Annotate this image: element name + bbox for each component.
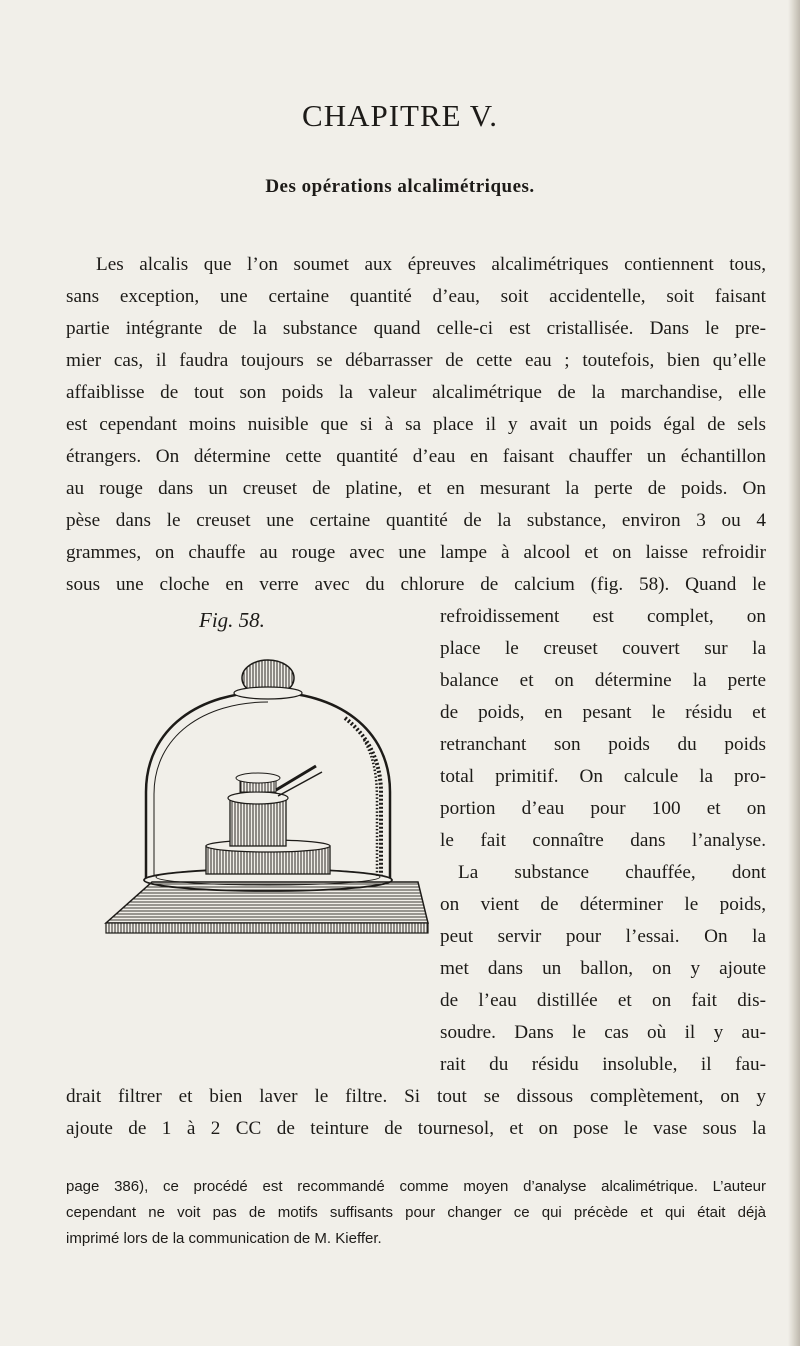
body-line: met dans un ballon, on y ajoute [440, 958, 766, 979]
base-plate [106, 882, 428, 923]
page-edge-shadow [788, 0, 800, 1346]
body-line: grammes, on chauffe au rouge avec une lampe à alcool et on laisse refroidir [66, 542, 766, 563]
chapter-title: CHAPITRE V. [302, 98, 498, 133]
body-line: le fait connaître dans l’analyse. [440, 830, 766, 851]
footnote-line: imprimé lors de la communication de M. Kieffer. [66, 1230, 382, 1247]
figure-caption: Fig. 58. [199, 608, 265, 632]
body-line: ajoute de 1 à 2 CC de teinture de tournesol, et on pose le vase sous la [66, 1118, 766, 1139]
section-title: Des opérations alcalimétriques. [265, 176, 535, 197]
bell-jar-illustration [102, 640, 434, 935]
base-edge [106, 923, 428, 933]
body-line: on vient de déterminer le poids, [440, 894, 766, 915]
body-line: total primitif. On calcule la pro- [440, 766, 766, 787]
body-line: drait filtrer et bien laver le filtre. Si tout se dissous complètement, on y [66, 1086, 766, 1107]
footnote-line: page 386), ce procédé est recommandé comme moyen d’analyse alcalimétrique. L’auteur [66, 1178, 766, 1195]
body-line: Les alcalis que l’on soumet aux épreuves alcalimétriques contiennent tous, [96, 254, 766, 275]
body-line: affaiblisse de tout son poids la valeur alcalimétrique de la marchandise, elle [66, 382, 766, 403]
body-line: rait du résidu insoluble, il fau- [440, 1054, 766, 1075]
body-line: de poids, en pesant le résidu et [440, 702, 766, 723]
body-line: portion d’eau pour 100 et on [440, 798, 766, 819]
body-line: retranchant son poids du poids [440, 734, 766, 755]
body-line: sans exception, une certaine quantité d’eau, soit accidentelle, soit faisant [66, 286, 766, 307]
footnote-line: cependant ne voit pas de motifs suffisants pour changer ce qui précède et qui était déjà [66, 1204, 766, 1221]
body-line: est cependant moins nuisible que si à sa place il y avait un poids égal de sels [66, 414, 766, 435]
body-line: sous une cloche en verre avec du chlorure de calcium (fig. 58). Quand le [66, 574, 766, 595]
body-line: au rouge dans un creuset de platine, et en mesurant la perte de poids. On [66, 478, 766, 499]
body-line: étrangers. On détermine cette quantité d’eau en faisant chauffer un échantillon [66, 446, 766, 467]
body-line: soudre. Dans le cas où il y au- [440, 1022, 766, 1043]
body-line: balance et on détermine la perte [440, 670, 766, 691]
body-line: refroidissement est complet, on [440, 606, 766, 627]
body-line: place le creuset couvert sur la [440, 638, 766, 659]
body-line: pèse dans le creuset une certaine quantité de la substance, environ 3 ou 4 [66, 510, 766, 531]
body-line: mier cas, il faudra toujours se débarrasser de cette eau ; toutefois, bien qu’elle [66, 350, 766, 371]
body-line: partie intégrante de la substance quand celle-ci est cristallisée. Dans le pre- [66, 318, 766, 339]
body-line: La substance chauffée, dont [458, 862, 766, 883]
body-line: de l’eau distillée et on fait dis- [440, 990, 766, 1011]
crucible [230, 798, 286, 846]
body-line: peut servir pour l’essai. On la [440, 926, 766, 947]
